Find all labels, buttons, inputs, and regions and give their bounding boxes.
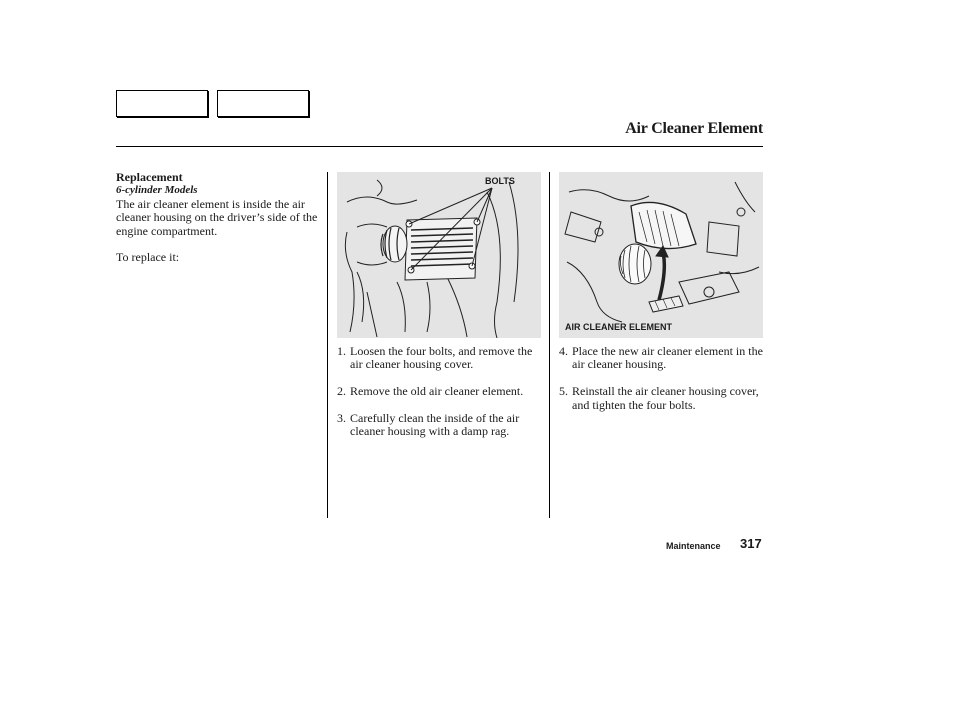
step-number: 2. bbox=[337, 384, 346, 399]
step-number: 5. bbox=[559, 384, 568, 399]
column-divider bbox=[327, 172, 328, 518]
step-text: Reinstall the air cleaner housing cover, and tighten the four bolts. bbox=[572, 384, 759, 412]
step-text: Place the new air cleaner element in the air cleaner housing. bbox=[572, 344, 763, 372]
column-divider bbox=[549, 172, 550, 518]
step-text: Loosen the four bolts, and remove the air cleaner housing cover. bbox=[350, 344, 533, 372]
air-cleaner-element-illustration bbox=[559, 172, 763, 338]
intro-paragraph: The air cleaner element is inside the air cleaner housing on the driver’s side of the engine compartment. bbox=[116, 196, 318, 238]
step-item bbox=[337, 345, 543, 372]
step-item bbox=[559, 385, 765, 412]
page-number: 317 bbox=[740, 536, 762, 551]
nav-button-next[interactable] bbox=[217, 90, 309, 117]
section-heading: Replacement bbox=[116, 170, 183, 184]
step-item bbox=[337, 412, 543, 439]
bolts-illustration bbox=[337, 172, 541, 338]
intro-column bbox=[116, 171, 321, 265]
lead-in-text: To replace it: bbox=[116, 250, 180, 265]
air-cleaner-element-label: AIR CLEANER ELEMENT bbox=[565, 322, 673, 332]
step-item bbox=[559, 345, 765, 372]
page-title: Air Cleaner Element bbox=[625, 120, 763, 137]
section-subheading: 6-cylinder Models bbox=[116, 184, 198, 197]
nav-button-prev[interactable] bbox=[116, 90, 208, 117]
title-rule bbox=[116, 146, 763, 147]
step-number: 1. bbox=[337, 344, 346, 358]
step-text: Carefully clean the inside of the air cleaner housing with a damp rag. bbox=[350, 411, 520, 439]
step-item bbox=[337, 385, 543, 398]
steps-column-2 bbox=[559, 345, 765, 425]
steps-column-1 bbox=[337, 345, 543, 452]
step-number: 4. bbox=[559, 344, 568, 358]
step-text: Remove the old air cleaner element. bbox=[350, 384, 524, 399]
footer-section-name: Maintenance bbox=[666, 541, 721, 551]
bolts-label: BOLTS bbox=[485, 176, 515, 186]
step-number: 3. bbox=[337, 411, 346, 425]
